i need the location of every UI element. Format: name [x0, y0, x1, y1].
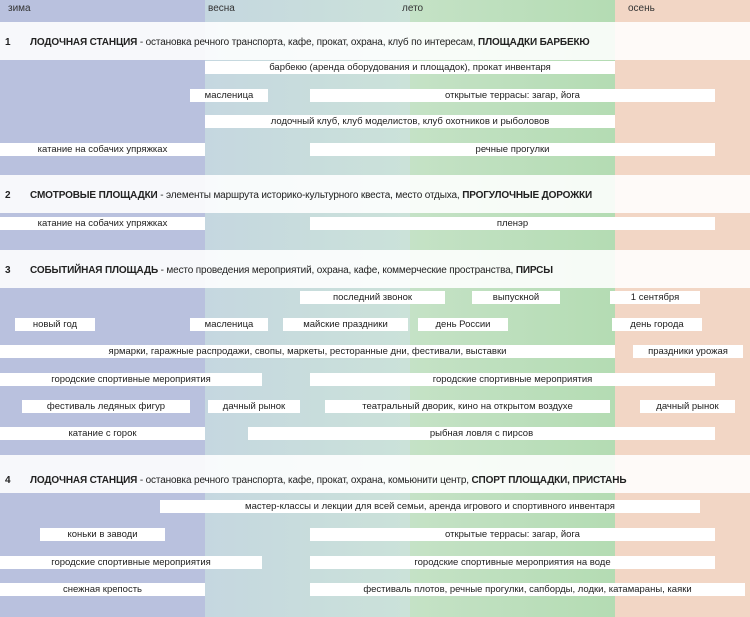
activity-pill: масленица	[190, 89, 268, 102]
activity-pill: лодочный клуб, клуб моделистов, клуб охотников и рыболовов	[205, 115, 615, 128]
season-label-summer: лето	[402, 3, 424, 14]
section-band	[0, 455, 750, 493]
activity-pill: дачный рынок	[640, 400, 735, 413]
activity-pill: театральный дворик, кино на открытом воздухе	[325, 400, 610, 413]
section-number: 3	[5, 265, 11, 276]
section-title	[30, 37, 590, 48]
activity-pill: новый год	[15, 318, 95, 331]
activity-pill: речные прогулки	[310, 143, 715, 156]
activity-pill: рыбная ловля с пирсов	[248, 427, 715, 440]
season-label-autumn: осень	[628, 3, 655, 14]
activity-pill: катание на собачих упряжках	[0, 143, 205, 156]
section-name: ЛОДОЧНАЯ СТАНЦИЯ	[30, 37, 138, 48]
activity-pill: снежная крепость	[0, 583, 205, 596]
section-name: СОБЫТИЙНАЯ ПЛОЩАДЬ	[30, 265, 158, 276]
activity-pill: барбекю (аренда оборудования и площадок), прокат инвентаря	[205, 61, 615, 74]
season-label-winter: зима	[8, 3, 31, 14]
activity-pill: фестиваль плотов, речные прогулки, сапборды, лодки, катамараны, каяки	[310, 583, 745, 596]
section-tail: СПОРТ ПЛОЩАДКИ, ПРИСТАНЬ	[471, 475, 627, 486]
section-tail: ПЛОЩАДКИ БАРБЕКЮ	[478, 37, 590, 48]
activity-pill: масленица	[190, 318, 268, 331]
activity-pill: городские спортивные мероприятия на воде	[310, 556, 715, 569]
section-description: - остановка речного транспорта, кафе, прокат, охрана, комьюнити центр,	[137, 475, 472, 486]
activity-pill: ярмарки, гаражные распродажи, свопы, маркеты, ресторанные дни, фестивали, выставки	[0, 345, 615, 358]
section-tail: ПИРСЫ	[515, 265, 553, 276]
section-name: ЛОДОЧНАЯ СТАНЦИЯ	[30, 475, 138, 486]
section-number: 1	[5, 37, 11, 48]
activity-pill: катание на собачих упряжках	[0, 217, 205, 230]
activity-pill: последний звонок	[300, 291, 445, 304]
section-tail: ПРОГУЛОЧНЫЕ ДОРОЖКИ	[462, 190, 593, 201]
activity-pill: открытые террасы: загар, йога	[310, 89, 715, 102]
activity-pill: день города	[612, 318, 702, 331]
activity-pill: майские праздники	[283, 318, 408, 331]
activity-pill: пленэр	[310, 217, 715, 230]
activity-pill: праздники урожая	[633, 345, 743, 358]
activity-pill: городские спортивные мероприятия	[0, 373, 262, 386]
section-title	[30, 475, 626, 486]
section-description: - остановка речного транспорта, кафе, прокат, охрана, клуб по интересам,	[137, 37, 479, 48]
activity-pill: выпускной	[472, 291, 560, 304]
activity-pill: городские спортивные мероприятия	[310, 373, 715, 386]
winter-band	[0, 0, 205, 617]
section-description: - место проведения мероприятий, охрана, кафе, коммерческие пространства,	[158, 265, 516, 276]
activity-pill: мастер-классы и лекции для всей семьи, аренда игрового и спортивного инвентаря	[160, 500, 700, 513]
section-title	[30, 265, 553, 276]
section-description: - элементы маршрута историко-культурного квеста, место отдыха,	[157, 190, 463, 201]
section-name: СМОТРОВЫЕ ПЛОЩАДКИ	[30, 190, 158, 201]
activity-pill: 1 сентября	[610, 291, 700, 304]
activity-pill: день России	[418, 318, 508, 331]
activity-pill: коньки в заводи	[40, 528, 165, 541]
activity-pill: дачный рынок	[208, 400, 300, 413]
section-title	[30, 190, 592, 201]
section-number: 4	[5, 475, 11, 486]
season-label-spring: весна	[208, 3, 235, 14]
activity-pill: городские спортивные мероприятия	[0, 556, 262, 569]
activity-pill: катание с горок	[0, 427, 205, 440]
activity-pill: фестиваль ледяных фигур	[22, 400, 190, 413]
section-number: 2	[5, 190, 11, 201]
activity-pill: открытые террасы: загар, йога	[310, 528, 715, 541]
